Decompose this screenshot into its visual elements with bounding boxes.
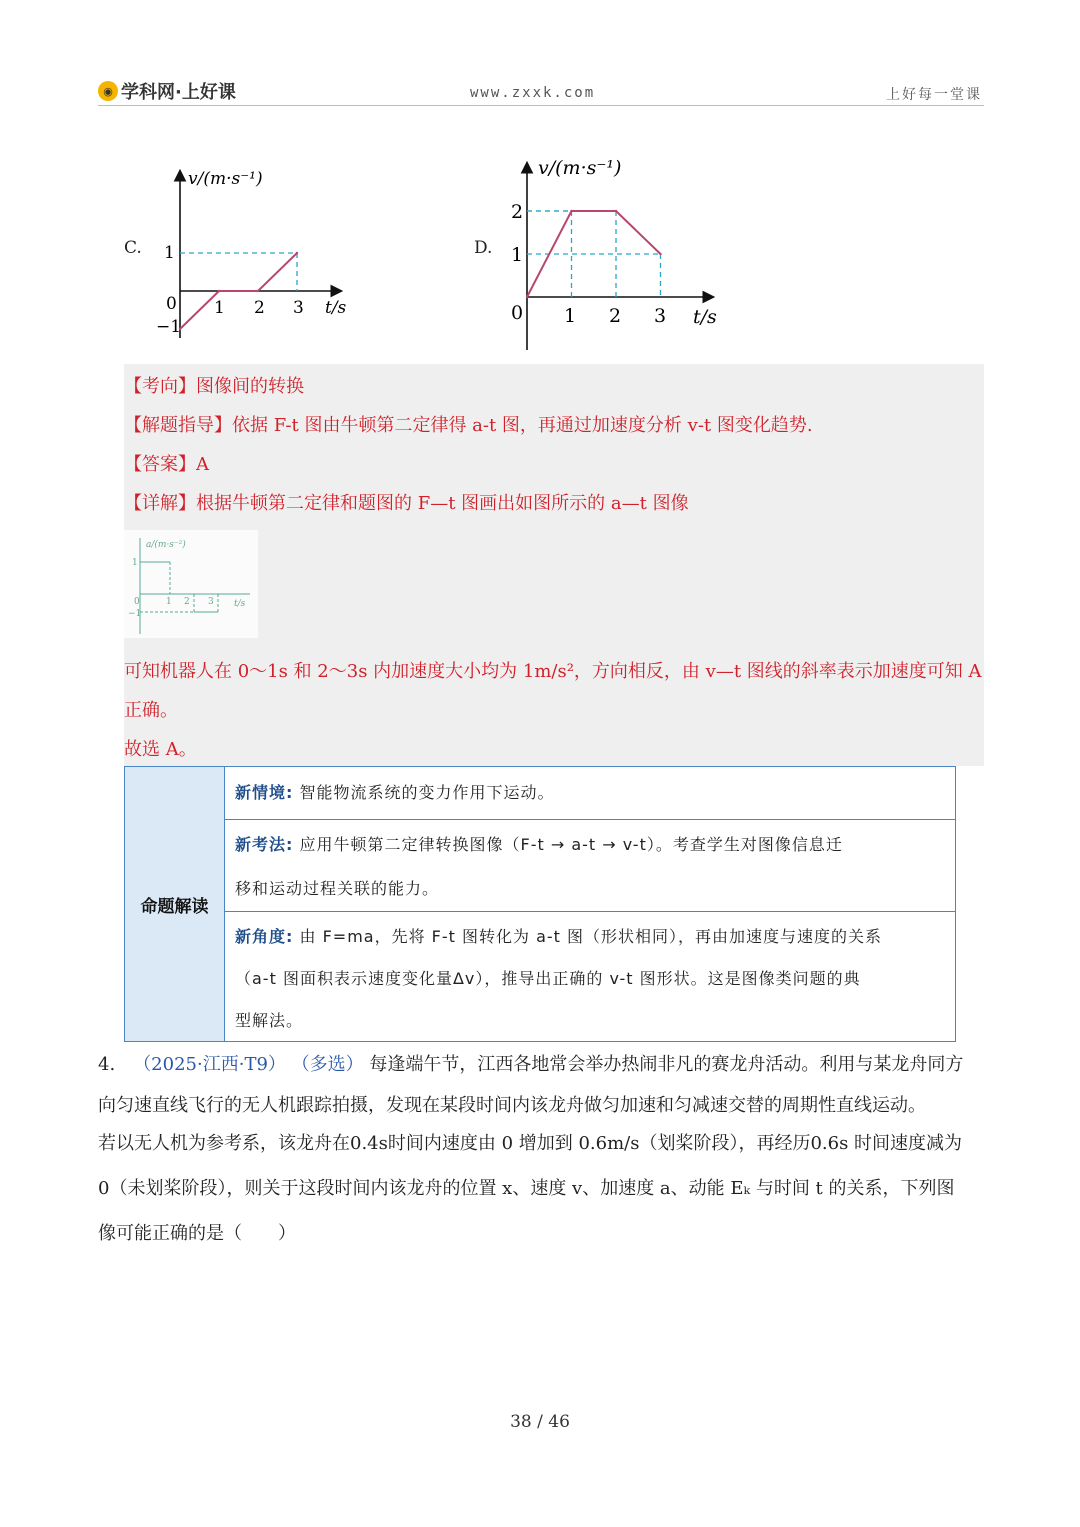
- interp-row-method: [225, 823, 955, 911]
- page-number: 38 / 46: [510, 1412, 570, 1432]
- c-tick-x1: 1: [214, 298, 225, 318]
- c-point-3: [296, 252, 298, 254]
- header-divider: [98, 105, 984, 106]
- kaoxiang-line: 【考向】图像间的转换: [124, 376, 304, 397]
- method-text-1: 应用牛顿第二定律转换图像（F-t → a-t → v-t）。考查学生对图像信息迁: [293, 835, 843, 854]
- c-xlabel: t/s: [325, 298, 347, 318]
- d-xlabel: t/s: [693, 306, 717, 328]
- interpretation-table: [124, 766, 956, 1042]
- question-4-line-5: 像可能正确的是（ ）: [98, 1223, 296, 1244]
- d-ylabel: v/(m·s⁻¹): [538, 157, 622, 179]
- question-4-line-3: 若以无人机为参考系，该龙舟在0.4s时间内速度由 0 增加到 0.6m/s（划桨阶段），再经历0.6s 时间速度减为: [98, 1133, 963, 1154]
- c-tick-ym1: −1: [156, 317, 182, 337]
- c-ylabel: v/(m·s⁻¹): [188, 169, 263, 189]
- option-c-label: C.: [124, 238, 142, 258]
- d-tick-x1: 1: [564, 305, 577, 327]
- explain-line-2: 正确。: [124, 700, 178, 721]
- method-text-2: 移和运动过程关联的能力。: [235, 879, 440, 898]
- d-tick-y2: 2: [511, 201, 524, 223]
- d-tick-x3: 3: [654, 305, 667, 327]
- c-origin: 0: [166, 294, 177, 314]
- d-point-3: [659, 253, 661, 255]
- d-point-1: [570, 210, 572, 212]
- angle-text-3: 型解法。: [235, 1011, 304, 1030]
- question-4-line-2: 向匀速直线飞行的无人机跟踪拍摄，发现在某段时间内该龙舟做匀加速和匀减速交替的周期性直线运动。: [98, 1095, 926, 1116]
- svg-text:−1: −1: [128, 609, 142, 619]
- c-tick-y1: 1: [164, 243, 175, 263]
- situation-text: 智能物流系统的变力作用下运动。: [293, 783, 555, 802]
- svg-text:3: 3: [208, 597, 214, 607]
- question-type: （多选）: [291, 1054, 364, 1075]
- interp-row-angle: [225, 916, 955, 1042]
- c-point-1: [218, 290, 220, 292]
- svg-text:a/(m·s⁻²): a/(m·s⁻²): [146, 540, 186, 550]
- row-divider-1: [225, 819, 955, 820]
- logo-text: 学科网·上好课: [121, 82, 236, 103]
- d-tick-x2: 2: [609, 305, 622, 327]
- svg-text:1: 1: [132, 558, 138, 568]
- question-4-line-1: 4. （2025·江西·T9） （多选） 每逢端午节，江西各地常会举办热闹非凡的赛龙舟活动。利用与某龙舟同方: [98, 1054, 964, 1075]
- interp-row-situation: [225, 771, 955, 819]
- owl-logo-icon: ◉: [98, 81, 118, 101]
- situation-label: 新情境:: [235, 783, 294, 802]
- d-point-0: [526, 296, 528, 298]
- question-source: （2025·江西·T9）: [133, 1054, 286, 1075]
- svg-text:t/s: t/s: [234, 599, 246, 609]
- angle-label: 新角度:: [235, 927, 294, 946]
- svg-text:0: 0: [134, 597, 140, 607]
- explain-line-3: 故选 A。: [124, 739, 197, 760]
- svg-text:1: 1: [166, 597, 172, 607]
- d-tick-y1: 1: [511, 244, 524, 266]
- interp-title: 命题解读: [125, 767, 225, 1041]
- question-number: 4.: [98, 1054, 116, 1075]
- explain-line-1: 可知机器人在 0～1s 和 2～3s 内加速度大小均为 1m/s²，方向相反，由 v—t 图线的斜率表示加速度可知 A: [124, 661, 982, 682]
- graph-d: [500, 150, 730, 355]
- c-tick-x2: 2: [254, 298, 265, 318]
- c-point-2: [257, 290, 259, 292]
- c-tick-x3: 3: [293, 298, 304, 318]
- xiangjie-line: 【详解】根据牛顿第二定律和题图的 F—t 图画出如图所示的 a—t 图像: [124, 493, 689, 514]
- a-t-mini-graph: [124, 530, 258, 638]
- option-d-label: D.: [474, 238, 493, 258]
- row-divider-2: [225, 911, 955, 912]
- d-point-2: [615, 210, 617, 212]
- question-4-line-4: 0（未划桨阶段），则关于这段时间内该龙舟的位置 x、速度 v、加速度 a、动能 Eₖ 与时间 t 的关系，下列图: [98, 1178, 955, 1199]
- d-origin: 0: [511, 302, 524, 324]
- angle-text-2: （a-t 图面积表示速度变化量Δv），推导出正确的 v-t 图形状。这是图像类问题的典: [235, 969, 861, 988]
- method-label: 新考法:: [235, 835, 294, 854]
- daan-line: 【答案】A: [124, 454, 209, 475]
- svg-text:2: 2: [184, 597, 190, 607]
- site-slogan: 上好每一堂课: [886, 87, 982, 103]
- jieti-line: 【解题指导】依据 F-t 图由牛顿第二定律得 a-t 图，再通过加速度分析 v-t 图变化趋势.: [124, 415, 813, 436]
- site-url[interactable]: www.zxxk.com: [470, 85, 596, 101]
- graph-c: [150, 160, 370, 350]
- site-logo[interactable]: [98, 78, 236, 104]
- angle-text-1: 由 F=ma，先将 F-t 图转化为 a-t 图（形状相同），再由加速度与速度的关系: [293, 927, 883, 946]
